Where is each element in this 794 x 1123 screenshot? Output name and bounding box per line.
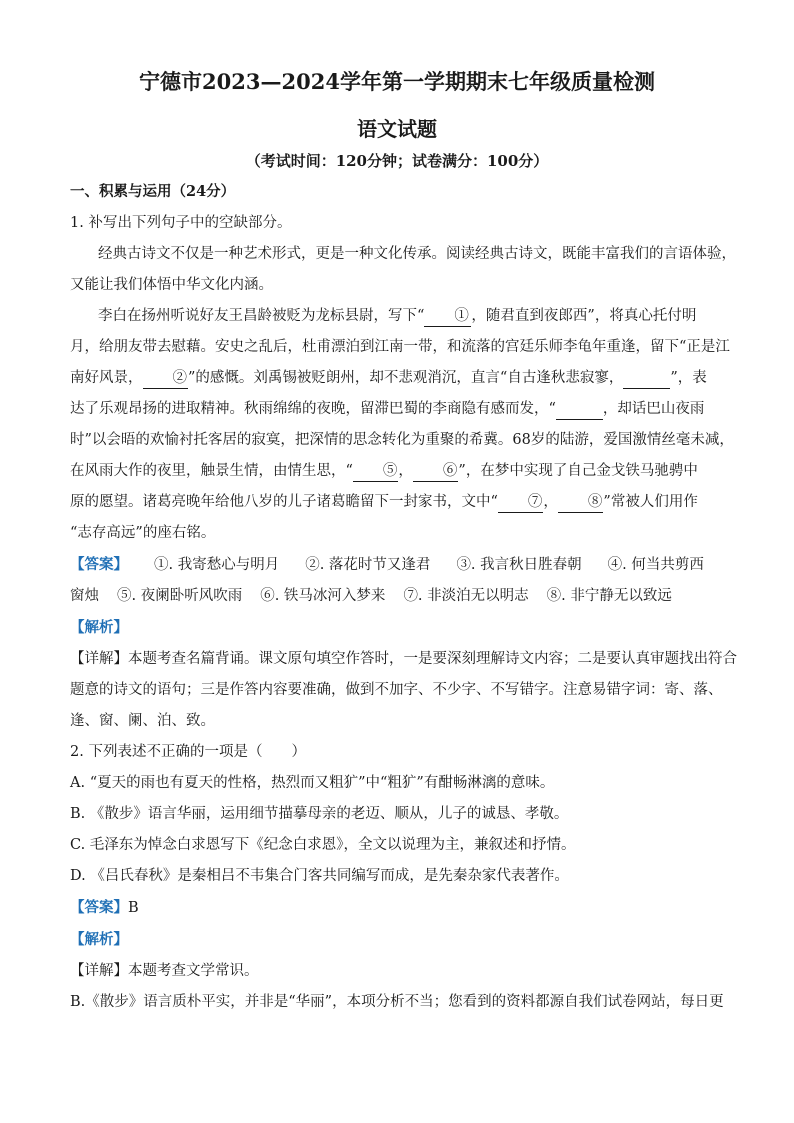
blank-number: ② [172,370,187,386]
text-run: ， [398,463,413,479]
detail-line: B.《散步》语言质朴平实，并非是“华丽”，本项分析不当；您看到的资料都源自我们试卷网站，每日更 [70,994,724,1010]
answer-item: ⑧. 非宁静无以致远 [546,588,672,604]
text-run: ，却话巴山夜雨 [602,401,705,417]
passage-line [70,399,730,420]
passage-line: 时”以会晤的欢愉衬托客居的寂寞，把深情的思念转化为重聚的希冀。68岁的陆游，爱国激情丝毫未减， [70,432,734,448]
text-run: 原的愿望。诸葛亮晚年给他八岁的儿子诸葛瞻留下一封家书，文中“ [70,494,498,510]
answer-item: ②. 落花时节又逢君 [305,557,431,573]
analysis-tag: 【解析】 [70,931,128,948]
text-run: ， [543,494,558,510]
answer-value: B [128,900,139,916]
passage-line: 又能让我们体悟中华文化内涵。 [70,277,273,293]
answer-item: 窗烛 [70,588,99,604]
exam-subject: 语文试题 [357,117,437,141]
answer-line [70,555,730,575]
text-run: ”，表 [670,370,707,386]
passage-line [70,368,730,389]
blank-number: ⑥ [442,463,458,479]
blank-5 [353,461,399,482]
text-run: ”，在梦中实现了自己金戈铁马驰骋中 [458,463,698,479]
answer-tag: 【答案】 [70,899,128,916]
answer-item: ④. 何当共剪西 [607,557,704,573]
answer-tag: 【答案】 [70,556,128,573]
text-run: 在风雨大作的夜里，触景生情，由情生思，“ [70,463,353,479]
passage-line [70,492,730,513]
text-run: 南好风景， [70,370,143,386]
detail-line: 逢、窗、阑、泊、致。 [70,713,215,729]
passage-line: 经典古诗文不仅是一种艺术形式，更是一种文化传承。阅读经典古诗文，既能丰富我们的言语体验， [98,246,736,262]
text-run: ”常被人们用作 [603,494,698,510]
question-2-stem: 2. 下列表述不正确的一项是（ ） [70,744,306,760]
answer-item: ⑤. 夜阑卧听风吹雨 [117,588,243,604]
option-c: C. 毛泽东为悼念白求恩写下《纪念白求恩》，全文以说理为主，兼叙述和抒情。 [70,837,576,853]
question-1-stem: 1. 补写出下列句子中的空缺部分。 [70,215,292,231]
exam-title: 宁德市2023—2024学年第一学期期末七年级质量检测 [139,69,655,94]
text-run: 李白在扬州听说好友王昌龄被贬为龙标县尉，写下“ [98,308,425,324]
answer-item: ①. 我寄愁心与明月 [154,557,280,573]
blank-3 [623,368,670,389]
option-d: D. 《吕氏春秋》是秦相吕不韦集合门客共同编写而成，是先秦杂家代表著作。 [70,868,569,884]
answer-item: ③. 我言秋日胜春朝 [456,557,582,573]
blank-number: ⑤ [382,463,398,479]
answer-line [70,586,730,606]
option-a: A. “夏天的雨也有夏天的性格，热烈而又粗犷”中“粗犷”有酣畅淋漓的意味。 [70,775,555,791]
passage-line [98,306,730,327]
passage-line [70,461,730,482]
text-run: ”的感慨。刘禹锡被贬朗州，却不悲观消沉，直言“自古逢秋悲寂寥， [188,370,624,386]
answer-item: ⑥. 铁马冰河入梦来 [260,588,386,604]
passage-line: “志存高远”的座右铭。 [70,525,216,541]
blank-1 [424,306,471,327]
section-heading: 一、积累与运用（24分） [70,183,236,200]
answer-item: ⑦. 非淡泊无以明志 [403,588,529,604]
blank-number: ① [454,308,469,324]
option-b: B. 《散步》语言华丽，运用细节描摹母亲的老迈、顺从，儿子的诚恳、孝敬。 [70,806,569,822]
detail-line: 题意的诗文的语句；三是作答内容要准确，做到不加字、不少字、不写错字。注意易错字词：寄、落、 [70,682,723,698]
blank-2 [143,368,189,389]
blank-7 [498,492,544,513]
text-run: ，随君直到夜郎西”，将真心托付明 [471,308,697,324]
text-run: 达了乐观昂扬的进取精神。秋雨绵绵的夜晚，留滞巴蜀的李商隐有感而发，“ [70,401,556,417]
blank-8 [558,492,604,513]
blank-number: ⑦ [527,494,543,510]
detail-line: 【详解】本题考查名篇背诵。课文原句填空作答时，一是要深刻理解诗文内容；二是要认真审题找出符合 [70,651,737,667]
blank-4 [556,399,603,420]
exam-info: （考试时间：120分钟；试卷满分：100分） [245,152,549,170]
passage-line: 月，给朋友带去慰藉。安史之乱后，杜甫漂泊到江南一带，和流落的宫廷乐师李龟年重逢，留下“正是江 [70,339,730,355]
analysis-tag: 【解析】 [70,619,128,636]
blank-6 [413,461,459,482]
detail-line: 【详解】本题考查文学常识。 [70,963,259,979]
answer-line [70,898,730,918]
blank-number: ⑧ [587,494,603,510]
